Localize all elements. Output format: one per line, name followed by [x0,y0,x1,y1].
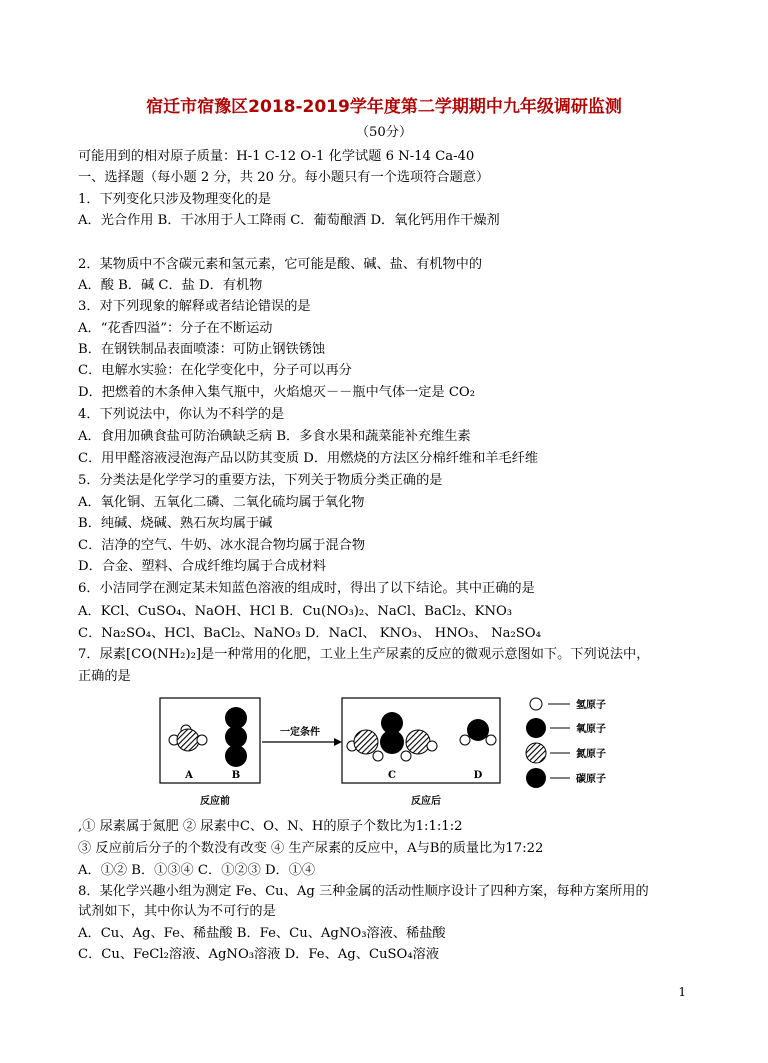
legend-nitrogen: 氮原子 [576,749,606,760]
nitrogen-atom [177,729,199,751]
oxygen-atom [467,719,489,741]
text-line: 6．小洁同学在测定某未知蓝色溶液的组成时，得出了以下结论。其中正确的是 [78,581,535,596]
legend-hydrogen-icon [530,698,542,710]
carbon-atom [225,726,247,748]
legend-oxygen: 氧原子 [576,724,606,735]
text-line: A．食用加碘食盐可防治碘缺乏病 B．多食水果和蔬菜能补充维生素 [78,429,471,444]
text-line: 2．某物质中不含碳元素和氢元素，它可能是酸、碱、盐、有机物中的 [78,257,483,272]
legend-nitrogen-icon [526,743,546,763]
text-line: A．①② B．①③④ C．①②③ D．①④ [78,863,316,878]
text-line: 正确的是 [78,669,131,684]
text-line: ,① 尿素属于氮肥 ② 尿素中C、O、N、H的原子个数比为1:1:1:2 [78,819,463,834]
nitrogen-atom [354,730,378,754]
legend-carbon: 碳原子 [576,774,606,785]
legend-carbon-icon [526,768,546,788]
text-line: A．KCl、CuSO₄、NaOH、HCl B．Cu(NO₃)₂、NaCl、BaCl₂、KNO₃ [78,604,513,619]
text-line: 可能用到的相对原子质量：H-1 C-12 O-1 化学试题 6 N-14 Ca-40 [78,149,475,164]
carbon-atom [380,730,404,754]
hydrogen-atom [460,735,470,745]
text-line: 1．下列变化只涉及物理变化的是 [78,192,272,207]
text-line: B．纯碱、烧碱、熟石灰均属于碱 [78,516,273,531]
text-line: A．“花香四溢”：分子在不断运动 [78,321,273,336]
text-line: C．洁净的空气、牛奶、冰水混合物均属于混合物 [78,538,366,553]
after-caption: 反应后 [411,796,441,807]
reaction-diagram [0,690,768,810]
text-line: A．酸 B．碱 C．盐 D．有机物 [78,278,263,293]
text-line: 5．分类法是化学学习的重要方法，下列关于物质分类正确的是 [78,473,443,488]
hydrogen-atom [427,741,437,751]
text-line: A．氧化铜、五氧化二磷、二氧化硫均属于氧化物 [78,495,365,510]
legend-hydrogen: 氢原子 [576,700,606,711]
text-line: 试剂如下，其中你认为不可行的是 [78,904,276,919]
text-line: 8．某化学兴趣小组为测定 Fe、Cu、Ag 三种金属的活动性顺序设计了四种方案，每种方案所用的 [78,884,649,899]
text-line: ③ 反应前后分子的个数没有改变 ④ 生产尿素的反应中，A与B的质量比为17:22 [78,841,544,856]
score-note: （50分） [355,125,413,140]
label-a: A [185,770,193,781]
text-line: 4．下列说法中，你认为不科学的是 [78,407,285,422]
label-b: B [231,770,241,781]
text-line: C．Na₂SO₄、HCl、BaCl₂、NaNO₃ D．NaCl、 KNO₃、 HNO₃、 Na₂SO₄ [78,626,541,641]
text-line: A．Cu、Ag、Fe、稀盐酸 B．Fe、Cu、AgNO₃溶液、稀盐酸 [78,926,446,941]
nitrogen-atom [406,730,430,754]
arrow-condition: 一定条件 [280,727,320,738]
text-line: B．在钢铁制品表面喷漆：可防止钢铁锈蚀 [78,342,326,357]
text-line: D．合金、塑料、合成纤维均属于合成材料 [78,559,326,574]
text-line: C．电解水实验：在化学变化中，分子可以再分 [78,363,352,378]
label-d: D [473,770,483,781]
oxygen-atom [225,745,247,767]
hydrogen-atom [373,751,383,761]
hydrogen-atom [401,751,411,761]
hydrogen-atom [197,735,207,745]
text-line: 3．对下列现象的解释或者结论错误的是 [78,299,311,314]
oxygen-atom [225,707,247,729]
text-line: C．Cu、FeCl₂溶液、AgNO₃溶液 D．Fe、Ag、CuSO₄溶液 [78,947,440,962]
text-line: 7．尿素[CO(NH₂)₂]是一种常用的化肥，工业上生产尿素的反应的微观示意图如下。下列说法中， [78,647,650,662]
legend-oxygen-icon [526,718,546,738]
page-number: 1 [678,985,686,999]
text-line: C．用甲醛溶液浸泡海产品以防其变质 D．用燃烧的方法区分棉纤维和羊毛纤维 [78,451,539,466]
hydrogen-atom [486,735,496,745]
before-caption: 反应前 [200,796,230,807]
arrow-head [334,738,342,746]
text-line: A．光合作用 B．干冰用于人工降雨 C．葡萄酿酒 D．氧化钙用作干燥剂 [78,213,500,228]
page-title: 宿迁市宿豫区2018-2019学年度第二学期期中九年级调研监测 [146,97,622,117]
text-line: 一、选择题（每小题 2 分，共 20 分。每小题只有一个选项符合题意） [78,170,490,185]
text-line: D．把燃着的木条伸入集气瓶中，火焰熄灭－－瓶中气体一定是 CO₂ [78,385,476,400]
label-c: C [388,770,396,781]
